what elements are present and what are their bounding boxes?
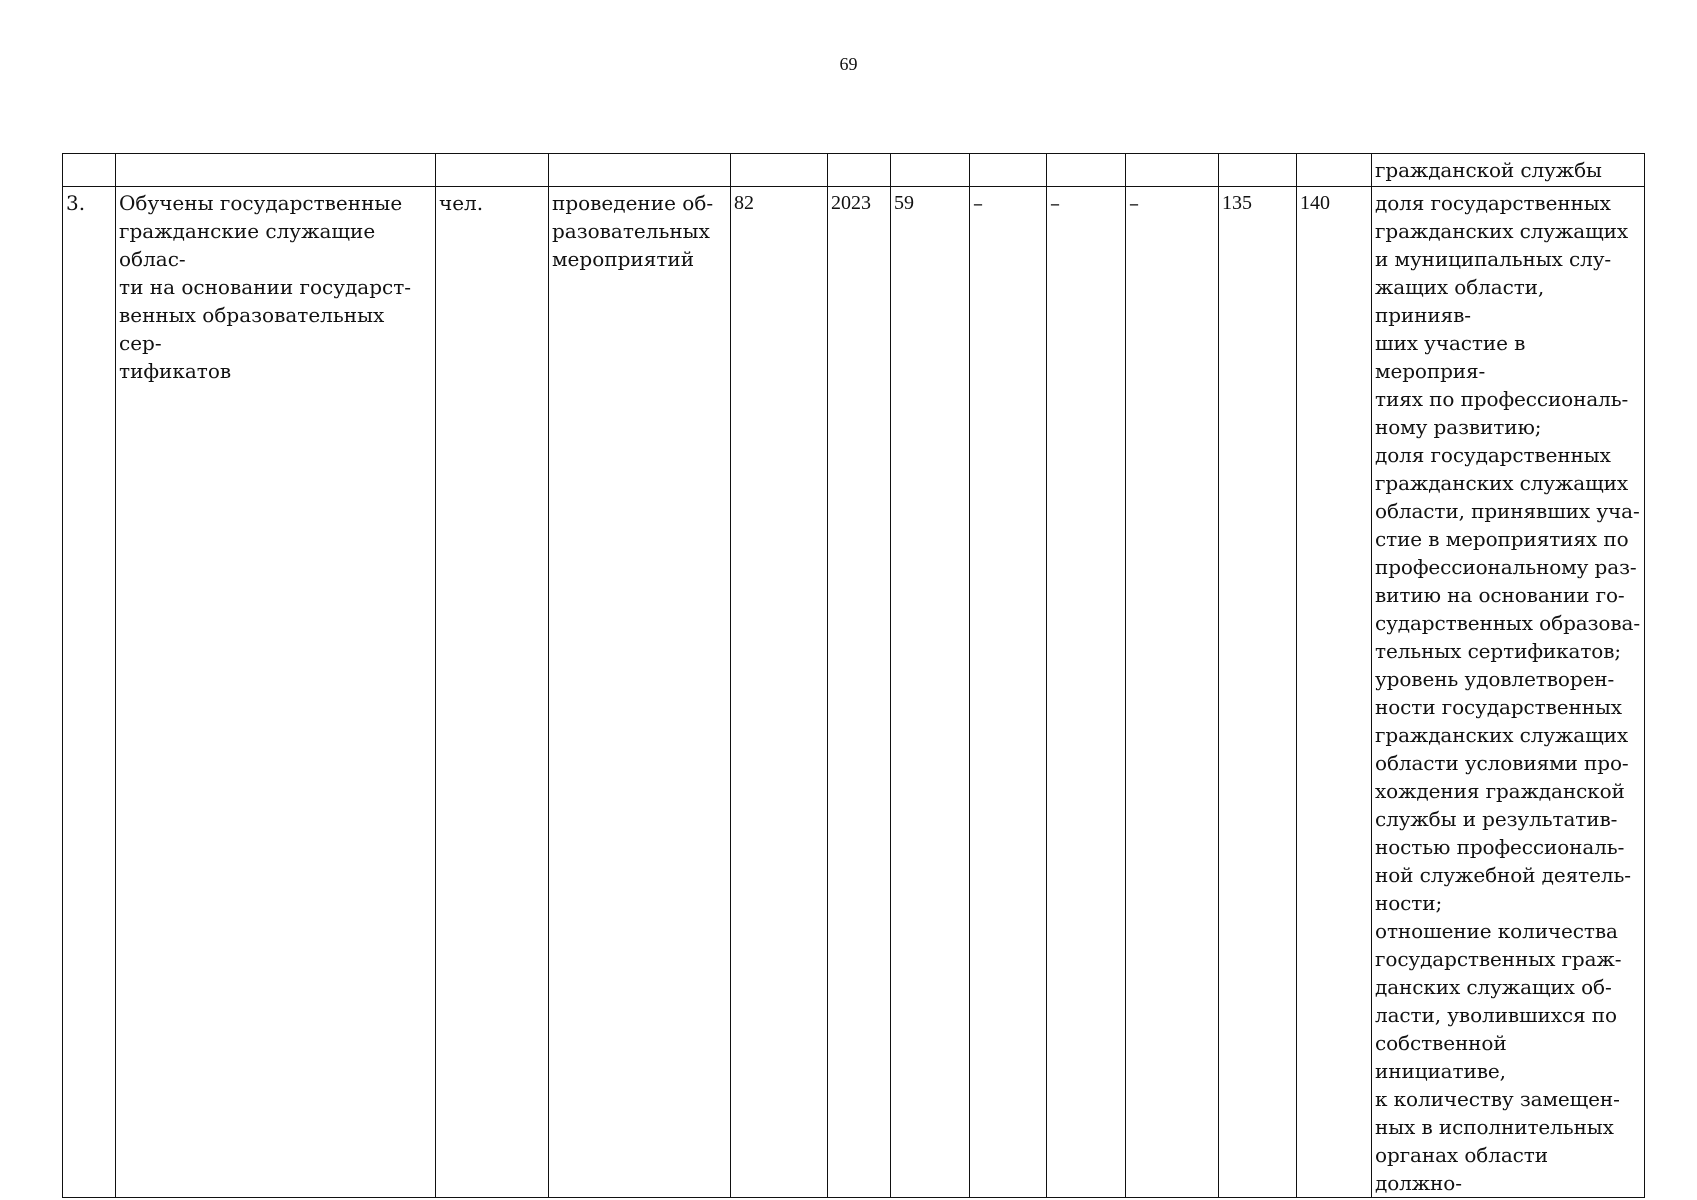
results-table [62,153,1645,1198]
value-1: 59 [891,187,970,1198]
value-6: 140 [1297,187,1372,1198]
value-2: – [970,187,1047,1198]
linked-indicators: доля государственных гражданских служащих и муниципальных слу- жащих области, принияв- ших участие в мероприя- тиях по профессиональ- ному развитию; доля государственных гражданских служащих области, принявших уча- стие в мероприятиях по профессиональному раз- витию на основании го- сударственных образова- тельных сертификатов; уровень удовлетворен- ности государственных гражданских служащих области условиями про- хождения гражданской службы и результатив- ностью профессиональ- ной служебной деятель- ности; отношение количества государственных граж- данских служащих об- ласти, уволившихся по собственной инициативе, к количеству замещен- ных в исполнительных органах области должно- [1372,187,1645,1198]
cell-unit [436,154,549,187]
table-row [63,187,1645,1198]
result-name: Обучены государственные гражданские служащие облас- ти на основании государст- венных образовательных сер- тификатов [116,187,436,1198]
cell-number [63,154,116,187]
cell-value-6 [1297,154,1372,187]
cell-value-2 [970,154,1047,187]
continuation-row [63,154,1645,187]
value-4: – [1126,187,1219,1198]
cell-value-3 [1047,154,1126,187]
cell-base-year [828,154,891,187]
base-value: 82 [731,187,828,1198]
cell-value-4 [1126,154,1219,187]
cell-indicator-continuation: гражданской службы [1372,154,1645,187]
event-type: проведение об- разовательных мероприятий [549,187,731,1198]
value-5: 135 [1219,187,1297,1198]
cell-value-1 [891,154,970,187]
unit: чел. [436,187,549,1198]
cell-base-value [731,154,828,187]
base-year: 2023 [828,187,891,1198]
cell-event-type [549,154,731,187]
page-number: 69 [839,54,858,74]
row-number: 3. [63,187,116,1198]
cell-result-name [116,154,436,187]
value-3: – [1047,187,1126,1198]
cell-value-5 [1219,154,1297,187]
